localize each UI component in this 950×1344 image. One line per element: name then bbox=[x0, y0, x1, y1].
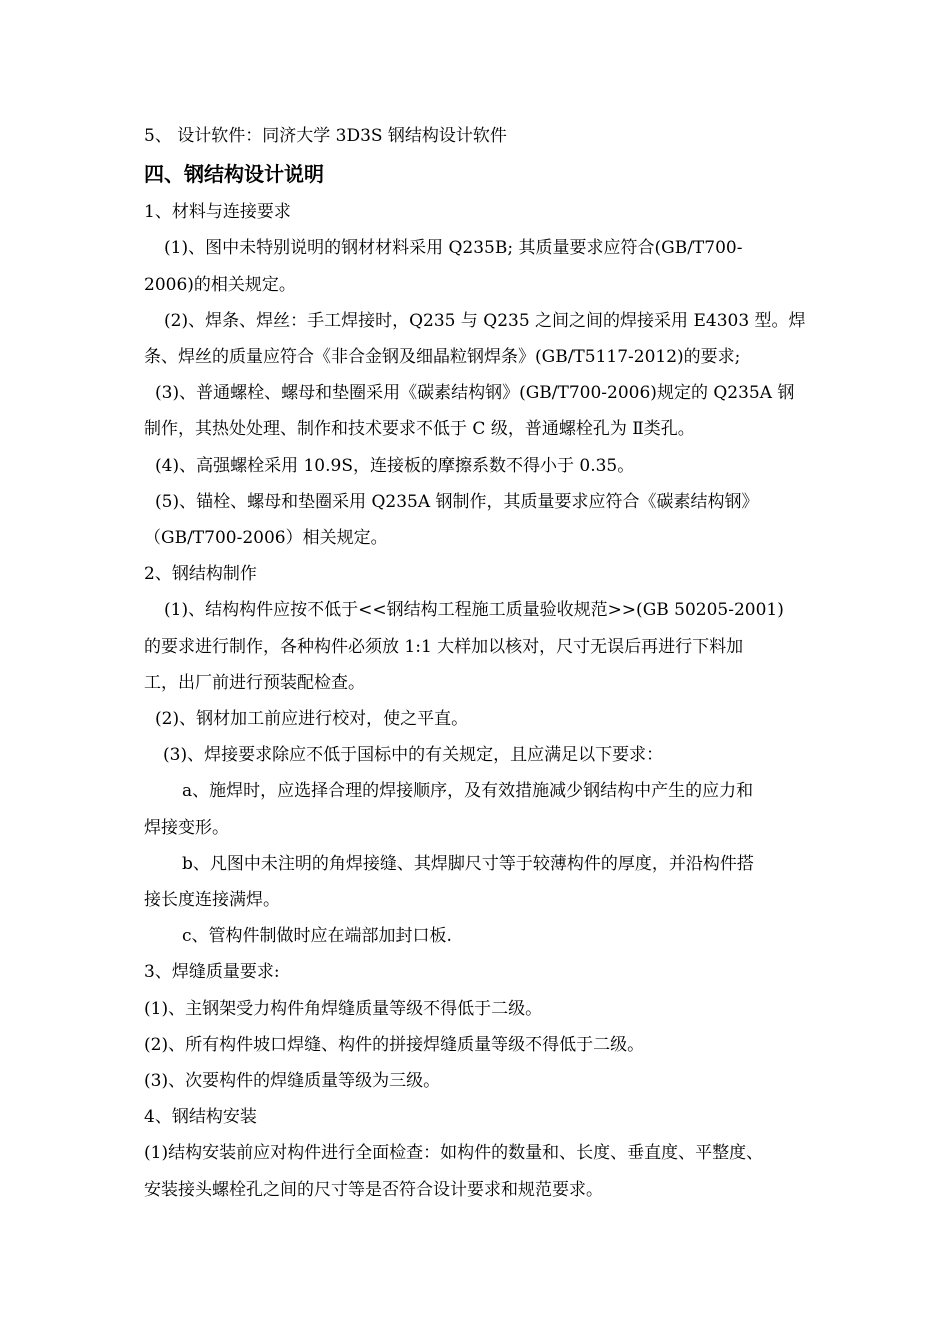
subsection-materials: 1、材料与连接要求 bbox=[144, 202, 291, 223]
paragraph-line: 工，出厂前进行预装配检查。 bbox=[144, 672, 365, 693]
paragraph-line: a、施焊时，应选择合理的焊接顺序，及有效措施减少钢结构中产生的应力和 bbox=[182, 781, 754, 802]
paragraph-line: b、凡图中未注明的角焊接缝、其焊脚尺寸等于较薄构件的厚度，并沿构件搭 bbox=[182, 853, 754, 874]
section-heading-steel-design: 四、钢结构设计说明 bbox=[144, 162, 324, 187]
software-note: 5、 设计软件：同济大学 3D3S 钢结构设计软件 bbox=[144, 126, 507, 146]
paragraph-line: (5)、锚栓、螺母和垫圈采用 Q235A 钢制作，其质量要求应符合《碳素结构钢》 bbox=[155, 491, 759, 512]
paragraph-line: (1)、主钢架受力构件角焊缝质量等级不得低于二级。 bbox=[144, 998, 543, 1019]
subsection-installation: 4、钢结构安装 bbox=[144, 1107, 257, 1128]
paragraph-line: (3)、焊接要求除应不低于国标中的有关规定，且应满足以下要求： bbox=[163, 745, 664, 766]
paragraph-line: (3)、普通螺栓、螺母和垫圈采用《碳素结构钢》(GB/T700-2006)规定的 Q235A 钢 bbox=[155, 383, 795, 404]
paragraph-line: 制作，其热处处理、制作和技术要求不低于 C 级，普通螺栓孔为 Ⅱ类孔。 bbox=[144, 419, 695, 440]
paragraph-line: 的要求进行制作，各种构件必须放 1:1 大样加以核对，尺寸无误后再进行下料加 bbox=[144, 636, 744, 657]
subsection-fabrication: 2、钢结构制作 bbox=[144, 564, 257, 585]
paragraph-line: 焊接变形。 bbox=[144, 817, 229, 838]
paragraph-line: (1)结构安装前应对构件进行全面检查：如构件的数量和、长度、垂直度、平整度、 bbox=[144, 1143, 764, 1164]
paragraph-line: (2)、钢材加工前应进行校对，使之平直。 bbox=[155, 709, 469, 730]
paragraph-line: （GB/T700-2006）相关规定。 bbox=[144, 528, 388, 549]
paragraph-line: (1)、图中未特别说明的钢材材料采用 Q235B; 其质量要求应符合(GB/T700- bbox=[164, 238, 743, 259]
paragraph-line: (4)、高强螺栓采用 10.9S，连接板的摩擦系数不得小于 0.35。 bbox=[155, 455, 635, 476]
paragraph-line: 接长度连接满焊。 bbox=[144, 890, 280, 911]
paragraph-line: 条、焊丝的质量应符合《非合金钢及细晶粒钢焊条》(GB/T5117-2012)的要求; bbox=[144, 347, 741, 368]
paragraph-line: 安装接头螺栓孔之间的尺寸等是否符合设计要求和规范要求。 bbox=[144, 1179, 603, 1200]
paragraph-line: (1)、结构构件应按不低于<<钢结构工程施工质量验收规范>>(GB 50205-2001) bbox=[164, 600, 784, 621]
paragraph-line: (2)、所有构件坡口焊缝、构件的拼接焊缝质量等级不得低于二级。 bbox=[144, 1034, 645, 1055]
paragraph-line: (3)、次要构件的焊缝质量等级为三级。 bbox=[144, 1071, 441, 1092]
paragraph-line: 2006)的相关规定。 bbox=[144, 274, 296, 295]
paragraph-line: c、管构件制做时应在端部加封口板. bbox=[182, 926, 452, 947]
paragraph-line: (2)、焊条、焊丝：手工焊接时，Q235 与 Q235 之间之间的焊接采用 E4303 型。焊 bbox=[164, 310, 806, 331]
subsection-weld-quality: 3、焊缝质量要求: bbox=[144, 962, 280, 983]
document-page bbox=[144, 118, 810, 1208]
